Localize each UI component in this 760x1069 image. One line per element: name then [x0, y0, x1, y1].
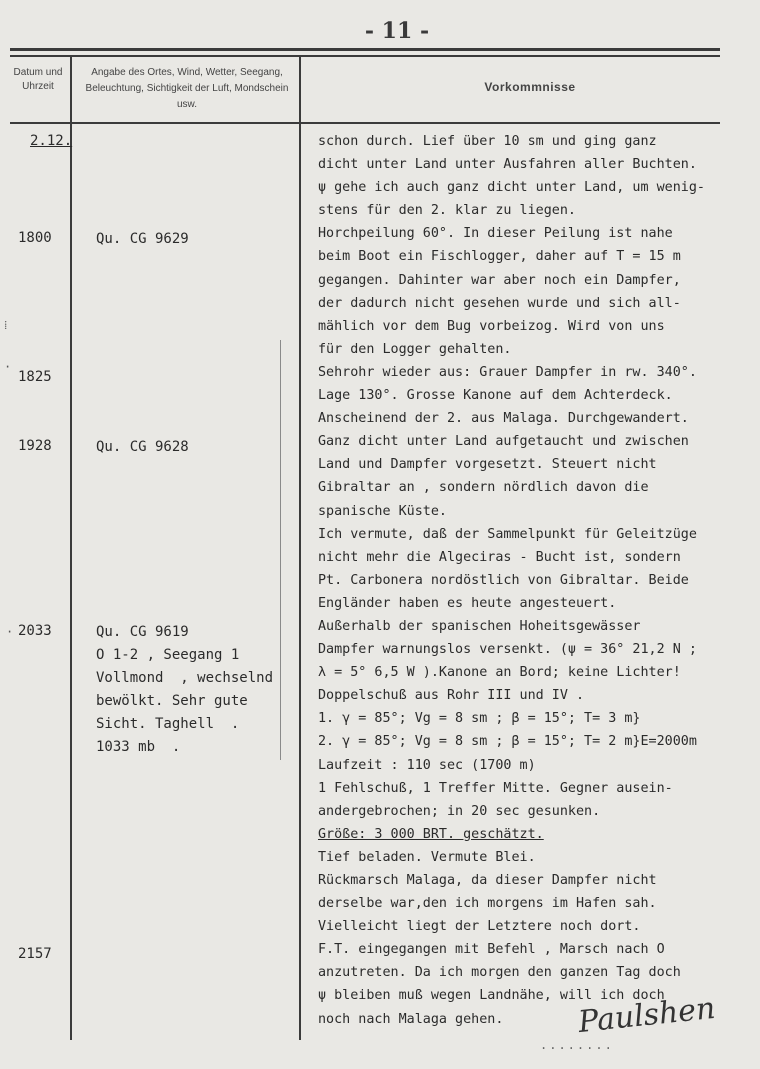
- text-line: 2. γ = 85°; Vg = 8 sm ; β = 15°; T= 2 m}E=2000m: [318, 734, 697, 750]
- text-line: ψ gehe ich auch ganz dicht unter Land, um wenig-: [318, 180, 705, 196]
- text-line: ψ bleiben muß wegen Landnähe, will ich doch: [318, 988, 665, 1004]
- location-1928: Qu. CG 9628: [96, 439, 189, 455]
- text-line: Dampfer warnungslos versenkt. (ψ = 36° 21,2 N ;: [318, 642, 697, 658]
- signature-dots: ........: [540, 1038, 614, 1052]
- text-line: Vielleicht liegt der Letztere noch dort.: [318, 919, 641, 935]
- time-1928: 1928: [18, 438, 52, 454]
- time-1825: 1825: [18, 369, 52, 385]
- entry-date: 2.12.: [30, 133, 73, 149]
- location-2033-line-4: bewölkt. Sehr gute: [96, 693, 248, 709]
- text-line: Ich vermute, daß der Sammelpunkt für Geleitzüge: [318, 526, 697, 542]
- text-line: Engländer haben es heute angesteuert.: [318, 595, 617, 611]
- time-1800: 1800: [18, 230, 52, 246]
- column-divider-1: [70, 55, 72, 1040]
- header-angabe: Angabe des Ortes, Wind, Wetter, Seegang, Beleuchtung, Sichtigkeit der Luft, Mondschein usw.: [85, 67, 289, 110]
- text-line: Sehrohr wieder aus: Grauer Dampfer in rw. 340°.: [318, 364, 697, 380]
- text-line: Doppelschuß aus Rohr III und IV .: [318, 688, 585, 704]
- text-line: andergebrochen; in 20 sec gesunken.: [318, 803, 601, 819]
- text-line: der dadurch nicht gesehen wurde und sich all-: [318, 295, 681, 311]
- text-line: anzutreten. Da ich morgen den ganzen Tag doch: [318, 965, 681, 981]
- text-line: derselbe war,den ich morgens im Hafen sah.: [318, 896, 657, 912]
- time-2157: 2157: [18, 946, 52, 962]
- text-line: Laufzeit : 110 sec (1700 m): [318, 757, 536, 773]
- text-line: dicht unter Land unter Ausfahren aller Buchten.: [318, 157, 697, 173]
- text-line: Horchpeilung 60°. In dieser Peilung ist nahe: [318, 226, 673, 242]
- header-top-rule: [10, 55, 720, 57]
- scan-mark: ·: [6, 625, 14, 639]
- text-line: stens für den 2. klar zu liegen.: [318, 203, 576, 219]
- header-vorkommnisse: Vorkommnisse: [484, 80, 576, 94]
- header-datum: Datum und Uhrzeit: [13, 67, 63, 92]
- text-line: gegangen. Dahinter war aber noch ein Dampfer,: [318, 272, 681, 288]
- scan-mark: ·: [4, 360, 12, 374]
- text-line: mählich vor dem Bug vorbeizog. Wird von uns: [318, 318, 665, 334]
- text-line: Anscheinend der 2. aus Malaga. Durchgewandert.: [318, 411, 689, 427]
- text-line: für den Logger gehalten.: [318, 341, 512, 357]
- text-line: Ganz dicht unter Land aufgetaucht und zwischen: [318, 434, 689, 450]
- location-2033-line-5: Sicht. Taghell .: [96, 716, 240, 732]
- text-line: beim Boot ein Fischlogger, daher auf T = 15 m: [318, 249, 681, 265]
- handwritten-signature: Paulshen: [576, 990, 717, 1041]
- text-line: Tief beladen. Vermute Blei.: [318, 849, 536, 865]
- location-2033-line-3: Vollmond , wechselnd: [96, 670, 274, 686]
- text-line: λ = 5° 6,5 W ).Kanone an Bord; keine Lichter!: [318, 665, 681, 681]
- text-line: nicht mehr die Algeciras - Bucht ist, sondern: [318, 549, 681, 565]
- location-2033-line-6: 1033 mb .: [96, 739, 181, 755]
- header-bottom-rule: [10, 122, 720, 124]
- text-line-underlined: Größe: 3 000 BRT. geschätzt.: [318, 826, 544, 842]
- top-rule: [10, 48, 720, 51]
- column-divider-2: [299, 55, 301, 1040]
- text-line: Gibraltar an , sondern nördlich davon die: [318, 480, 649, 496]
- time-2033: 2033: [18, 623, 52, 639]
- location-2033-line-1: Qu. CG 9619: [96, 624, 189, 640]
- vorkommnisse-text: [318, 130, 758, 1031]
- scan-mark: ⁞: [4, 318, 8, 332]
- location-1800: Qu. CG 9629: [96, 231, 189, 247]
- text-line: Land und Dampfer vorgesetzt. Steuert nicht: [318, 457, 657, 473]
- text-line: 1. γ = 85°; Vg = 8 sm ; β = 15°; T= 3 m}: [318, 711, 641, 727]
- page-number: - 11 -: [364, 18, 430, 44]
- text-line: F.T. eingegangen mit Befehl , Marsch nach O: [318, 942, 665, 958]
- text-line: schon durch. Lief über 10 sm und ging ganz: [318, 134, 657, 149]
- text-line: spanische Küste.: [318, 503, 447, 519]
- text-line: Pt. Carbonera nordöstlich von Gibraltar. Beide: [318, 572, 689, 588]
- text-line: Rückmarsch Malaga, da dieser Dampfer nicht: [318, 873, 657, 888]
- text-line: noch nach Malaga gehen.: [318, 1011, 504, 1027]
- location-2033-line-2: O 1-2 , Seegang 1: [96, 647, 240, 663]
- text-line: 1 Fehlschuß, 1 Treffer Mitte. Gegner ausein-: [318, 780, 673, 796]
- text-line: Außerhalb der spanischen Hoheitsgewässer: [318, 618, 641, 634]
- text-line: Lage 130°. Grosse Kanone auf dem Achterdeck.: [318, 388, 673, 404]
